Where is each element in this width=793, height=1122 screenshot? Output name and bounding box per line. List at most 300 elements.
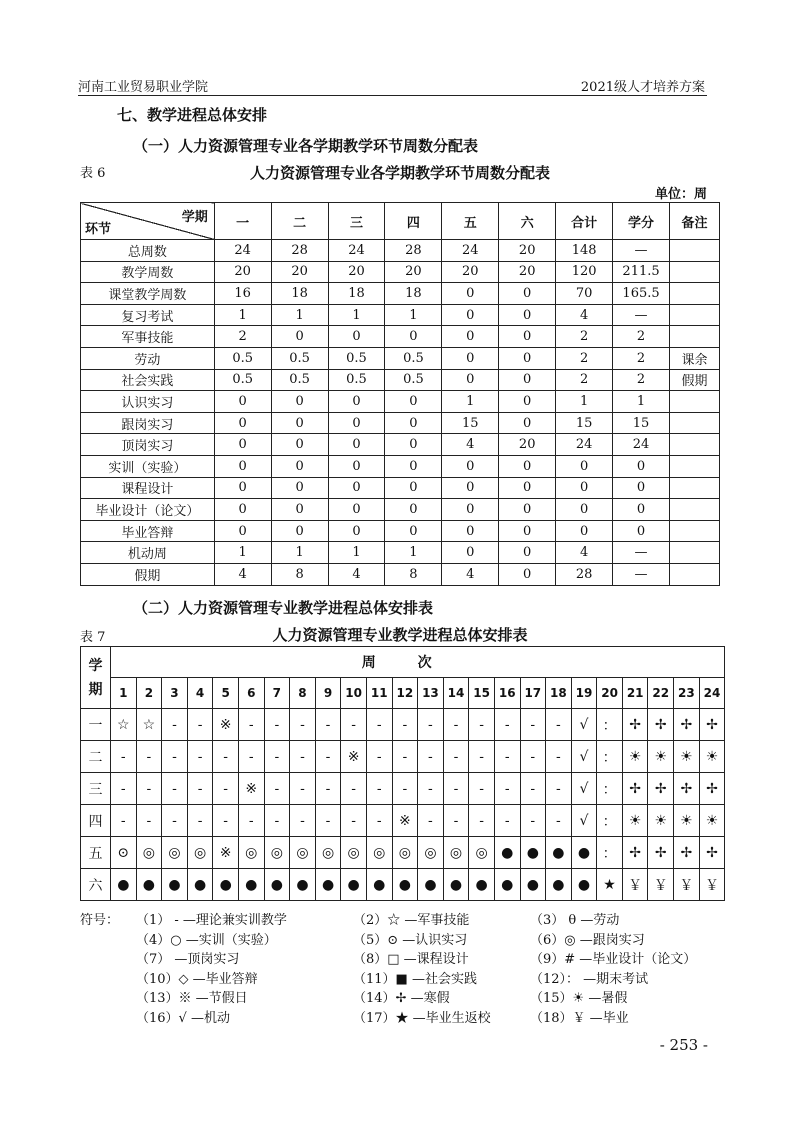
schedule-cell: √ — [571, 805, 597, 837]
table-cell: 1 — [385, 542, 442, 564]
schedule-cell: ※ — [213, 709, 239, 741]
schedule-cell: ◎ — [443, 837, 469, 869]
table-cell: 0 — [328, 520, 385, 542]
legend-item: （15）☀ —暑假 — [530, 991, 628, 1006]
table-cell: 0 — [499, 542, 556, 564]
table-cell: 24 — [442, 240, 499, 262]
table-cell — [670, 542, 720, 564]
schedule-cell: - — [418, 773, 444, 805]
schedule-cell: ◎ — [392, 837, 418, 869]
table-cell: 0 — [442, 369, 499, 391]
table-cell — [670, 499, 720, 521]
schedule-cell: - — [366, 805, 392, 837]
table-cell: 0 — [499, 455, 556, 477]
schedule-cell: ✢ — [699, 773, 725, 805]
week-number-cell: 6 — [238, 678, 264, 709]
schedule-cell: ● — [341, 869, 367, 901]
week-number-cell: 5 — [213, 678, 239, 709]
table-cell — [670, 391, 720, 413]
week-numbers-row — [81, 678, 725, 709]
header-doc-title: 2021级人才培养方案 — [580, 80, 705, 95]
table-cell: 0.5 — [328, 369, 385, 391]
table-row — [81, 542, 720, 564]
table-cell: 18 — [271, 283, 328, 305]
schedule-cell: - — [520, 773, 546, 805]
week-number-cell: 18 — [546, 678, 572, 709]
table-cell: 0 — [499, 304, 556, 326]
table-cell: 28 — [271, 240, 328, 262]
table-cell: 0 — [556, 455, 613, 477]
table-cell: 211.5 — [613, 261, 670, 283]
column-header: 三 — [328, 203, 385, 240]
table-cell: 4 — [556, 304, 613, 326]
table-cell — [670, 240, 720, 262]
schedule-cell: - — [494, 709, 520, 741]
table-cell: 16 — [214, 283, 271, 305]
table-cell: 2 — [556, 326, 613, 348]
week-number-cell: 4 — [187, 678, 213, 709]
row-label-cell: 军事技能 — [81, 326, 215, 348]
table-cell: 0 — [328, 391, 385, 413]
schedule-cell: - — [315, 773, 341, 805]
row-label-cell: 复习考试 — [81, 304, 215, 326]
table-cell: 0 — [442, 347, 499, 369]
row-label-cell: 实训（实验） — [81, 455, 215, 477]
legend-item: （4）○ —实训（实验） — [136, 932, 277, 948]
table-6-unit: 单位：周 — [654, 187, 707, 202]
table-cell: 0 — [613, 499, 670, 521]
symbol-legend — [80, 909, 720, 1026]
week-number-cell: 10 — [341, 678, 367, 709]
table-cell: 0 — [214, 434, 271, 456]
table-cell: 0 — [499, 477, 556, 499]
schedule-cell: √ — [571, 709, 597, 741]
table-row — [81, 391, 720, 413]
table-cell: 0 — [328, 434, 385, 456]
schedule-cell: - — [162, 773, 188, 805]
table-cell: 0 — [442, 499, 499, 521]
week-number-cell: 14 — [443, 678, 469, 709]
semester-label-cell: 一 — [81, 709, 111, 741]
table-row — [81, 347, 720, 369]
week-number-cell: 1 — [111, 678, 137, 709]
header-rule — [78, 95, 707, 96]
legend-row — [80, 1007, 720, 1027]
week-number-title: 周次 — [361, 655, 474, 671]
schedule-cell: ● — [392, 869, 418, 901]
legend-row — [80, 968, 720, 988]
schedule-cell: - — [366, 741, 392, 773]
schedule-cell: - — [315, 741, 341, 773]
table-cell: 20 — [214, 261, 271, 283]
schedule-cell: - — [187, 805, 213, 837]
table-cell: 120 — [556, 261, 613, 283]
table-row — [81, 304, 720, 326]
schedule-cell: ● — [520, 837, 546, 869]
schedule-cell: ✢ — [674, 837, 700, 869]
week-number-cell: 24 — [699, 678, 725, 709]
table-cell: 0 — [271, 499, 328, 521]
table-row — [81, 412, 720, 434]
schedule-cell: ● — [136, 869, 162, 901]
semester-row — [81, 869, 725, 901]
table-cell: 0 — [214, 412, 271, 434]
legend-row — [80, 987, 720, 1007]
schedule-cell: - — [418, 709, 444, 741]
schedule-cell: - — [111, 805, 137, 837]
semester-row — [81, 773, 725, 805]
schedule-cell: - — [136, 773, 162, 805]
schedule-cell: - — [162, 805, 188, 837]
schedule-cell: ✢ — [699, 837, 725, 869]
schedule-cell: ☀ — [699, 805, 725, 837]
table-cell: 24 — [556, 434, 613, 456]
semester-label-cell: 二 — [81, 741, 111, 773]
schedule-cell: - — [264, 805, 290, 837]
schedule-cell: - — [213, 773, 239, 805]
corner-segment-label: 环节 — [85, 222, 112, 237]
table-cell: 4 — [442, 434, 499, 456]
week-number-cell: 23 — [674, 678, 700, 709]
column-header: 备注 — [670, 203, 720, 240]
table-cell — [670, 283, 720, 305]
table-cell: 0 — [499, 391, 556, 413]
schedule-cell: - — [341, 709, 367, 741]
schedule-cell: - — [315, 805, 341, 837]
schedule-cell: - — [520, 741, 546, 773]
schedule-cell: ● — [238, 869, 264, 901]
semester-row — [81, 741, 725, 773]
schedule-cell: ● — [520, 869, 546, 901]
schedule-cell: ： — [597, 805, 623, 837]
corner-header-cell — [81, 203, 215, 240]
table-cell: 15 — [613, 412, 670, 434]
table-cell: 0 — [499, 520, 556, 542]
table-cell: — — [613, 240, 670, 262]
schedule-cell: ： — [597, 773, 623, 805]
week-number-cell: 13 — [418, 678, 444, 709]
schedule-cell: - — [494, 805, 520, 837]
legend-lead: 符号： — [80, 913, 120, 928]
row-label-cell: 总周数 — [81, 240, 215, 262]
table-cell: 1 — [271, 304, 328, 326]
table-cell: 课余 — [670, 347, 720, 369]
legend-item: （12）： —期末考试 — [530, 971, 649, 987]
schedule-cell: ✢ — [648, 709, 674, 741]
table-cell: 1 — [214, 304, 271, 326]
schedule-cell: - — [469, 773, 495, 805]
table-cell — [670, 477, 720, 499]
table-cell: 0 — [385, 477, 442, 499]
semester-header-cell — [81, 647, 111, 709]
table-cell: 0 — [328, 477, 385, 499]
schedule-cell: - — [238, 709, 264, 741]
row-label-cell: 毕业答辩 — [81, 520, 215, 542]
table-cell: 0 — [613, 520, 670, 542]
schedule-cell: ● — [111, 869, 137, 901]
table-cell: 0 — [271, 434, 328, 456]
schedule-cell: ￥ — [699, 869, 725, 901]
table-cell: 0 — [328, 412, 385, 434]
table-cell: 0 — [613, 455, 670, 477]
table-cell: 4 — [328, 563, 385, 585]
schedule-cell: - — [136, 741, 162, 773]
schedule-cell: - — [111, 741, 137, 773]
schedule-cell: ◎ — [341, 837, 367, 869]
table-cell: 20 — [271, 261, 328, 283]
legend-item: （10）◇ —毕业答辩 — [136, 971, 258, 987]
semester-row — [81, 805, 725, 837]
column-header: 学分 — [613, 203, 670, 240]
table-cell: 0 — [442, 455, 499, 477]
week-number-cell: 22 — [648, 678, 674, 709]
schedule-cell: ● — [571, 837, 597, 869]
table-row — [81, 261, 720, 283]
schedule-cell: - — [290, 741, 316, 773]
schedule-cell: ● — [546, 837, 572, 869]
table-row — [81, 326, 720, 348]
table-cell: 0 — [442, 283, 499, 305]
table-cell: 1 — [556, 391, 613, 413]
table-cell: 0.5 — [271, 369, 328, 391]
table-cell — [670, 520, 720, 542]
row-label-cell: 劳动 — [81, 347, 215, 369]
legend-row — [80, 948, 720, 968]
legend-item: （8）□ —课程设计 — [353, 952, 469, 967]
schedule-cell: - — [546, 805, 572, 837]
table-cell: 148 — [556, 240, 613, 262]
semester-label-cell: 三 — [81, 773, 111, 805]
table-6-caption: 人力资源管理专业各学期教学环节周数分配表 — [249, 164, 550, 182]
row-label-cell: 认识实习 — [81, 391, 215, 413]
table-cell: 0 — [214, 477, 271, 499]
row-label-cell: 社会实践 — [81, 369, 215, 391]
schedule-cell: - — [264, 741, 290, 773]
table-cell: — — [613, 542, 670, 564]
table-cell — [670, 412, 720, 434]
table-cell: 1 — [613, 391, 670, 413]
table-cell: — — [613, 304, 670, 326]
schedule-cell: ✢ — [648, 773, 674, 805]
schedule-cell: ※ — [213, 837, 239, 869]
schedule-cell: - — [443, 741, 469, 773]
table-cell: 1 — [328, 304, 385, 326]
table-cell: 0 — [613, 477, 670, 499]
schedule-cell: - — [213, 741, 239, 773]
table-cell: 0 — [214, 455, 271, 477]
schedule-cell: ◎ — [187, 837, 213, 869]
schedule-cell: - — [546, 741, 572, 773]
schedule-cell: √ — [571, 773, 597, 805]
table-cell — [670, 304, 720, 326]
schedule-cell: - — [392, 709, 418, 741]
schedule-cell: - — [290, 805, 316, 837]
table-cell: 20 — [328, 261, 385, 283]
schedule-cell: - — [418, 805, 444, 837]
schedule-cell: - — [469, 741, 495, 773]
schedule-cell: - — [443, 773, 469, 805]
row-label-cell: 课堂教学周数 — [81, 283, 215, 305]
week-number-cell: 2 — [136, 678, 162, 709]
table-cell: 8 — [385, 563, 442, 585]
schedule-cell: - — [520, 805, 546, 837]
row-label-cell: 课程设计 — [81, 477, 215, 499]
week-number-cell: 3 — [162, 678, 188, 709]
table-cell: 0 — [271, 326, 328, 348]
schedule-cell: ● — [571, 869, 597, 901]
schedule-cell: ✢ — [699, 709, 725, 741]
header-school: 河南工业贸易职业学院 — [78, 80, 209, 95]
schedule-cell: ✢ — [622, 709, 648, 741]
table-row — [81, 240, 720, 262]
week-number-cell: 21 — [622, 678, 648, 709]
table-cell: 0 — [499, 326, 556, 348]
table-cell: 0 — [442, 326, 499, 348]
table-cell: 0 — [385, 412, 442, 434]
table-row — [81, 283, 720, 305]
table-cell: 2 — [556, 369, 613, 391]
page-number: - 253 - — [659, 1036, 708, 1054]
teaching-schedule-table — [80, 646, 725, 901]
table-cell: 0 — [385, 391, 442, 413]
table-row — [81, 455, 720, 477]
schedule-cell: ● — [418, 869, 444, 901]
semester-row — [81, 837, 725, 869]
table-cell: 2 — [214, 326, 271, 348]
schedule-cell: ◎ — [162, 837, 188, 869]
schedule-cell: ☀ — [674, 741, 700, 773]
legend-item: （7） —顶岗实习 — [136, 952, 240, 967]
table-cell: 2 — [556, 347, 613, 369]
table-cell: 0 — [328, 326, 385, 348]
schedule-cell: ◎ — [469, 837, 495, 869]
table-cell: 0 — [385, 499, 442, 521]
table-cell: 1 — [385, 304, 442, 326]
schedule-cell: - — [238, 805, 264, 837]
table-cell: 0 — [328, 499, 385, 521]
semester-label-cell: 六 — [81, 869, 111, 901]
table-cell: 0 — [499, 369, 556, 391]
schedule-cell: - — [443, 805, 469, 837]
schedule-cell: ● — [366, 869, 392, 901]
table-cell: 0.5 — [328, 347, 385, 369]
table-7-caption: 人力资源管理专业教学进程总体安排表 — [272, 626, 528, 644]
week-number-cell: 12 — [392, 678, 418, 709]
schedule-cell: ● — [264, 869, 290, 901]
schedule-cell: ● — [469, 869, 495, 901]
schedule-cell: ￥ — [674, 869, 700, 901]
table-cell: 0 — [499, 499, 556, 521]
table-cell — [670, 563, 720, 585]
schedule-cell: - — [366, 709, 392, 741]
corner-semester-label: 学期 — [181, 210, 208, 225]
table-cell: 0 — [271, 391, 328, 413]
row-label-cell: 假期 — [81, 563, 215, 585]
legend-item: （5）⊙ —认识实习 — [353, 932, 468, 948]
week-number-cell: 9 — [315, 678, 341, 709]
table-cell: 20 — [385, 261, 442, 283]
table-cell: 0 — [499, 563, 556, 585]
schedule-cell: ● — [546, 869, 572, 901]
table-cell: 2 — [613, 369, 670, 391]
table-cell: 假期 — [670, 369, 720, 391]
legend-item: （3） θ —劳动 — [530, 913, 620, 928]
schedule-cell: - — [546, 709, 572, 741]
schedule-cell: ● — [443, 869, 469, 901]
schedule-cell: ◎ — [315, 837, 341, 869]
table-cell: 4 — [556, 542, 613, 564]
table-cell: 0.5 — [385, 347, 442, 369]
legend-item: （6）◎ —跟岗实习 — [530, 932, 645, 948]
table-cell: 0 — [385, 434, 442, 456]
semester-label-cell: 四 — [81, 805, 111, 837]
column-header: 四 — [385, 203, 442, 240]
column-header: 二 — [271, 203, 328, 240]
semester-label-cell: 五 — [81, 837, 111, 869]
schedule-cell: ☀ — [674, 805, 700, 837]
schedule-cell: - — [238, 741, 264, 773]
schedule-cell: - — [341, 805, 367, 837]
legend-item: （17）★ —毕业生返校 — [353, 1010, 491, 1026]
schedule-cell: - — [162, 741, 188, 773]
schedule-cell: - — [213, 805, 239, 837]
table-cell: 24 — [613, 434, 670, 456]
schedule-cell: ￥ — [622, 869, 648, 901]
schedule-cell: ✢ — [622, 837, 648, 869]
week-number-cell: 8 — [290, 678, 316, 709]
table-header-row — [81, 203, 720, 240]
schedule-cell: ✢ — [674, 709, 700, 741]
table-cell: 28 — [385, 240, 442, 262]
table-row — [81, 434, 720, 456]
schedule-cell: ☀ — [648, 805, 674, 837]
table-row — [81, 520, 720, 542]
semester-header-label: 学 期 — [88, 657, 103, 698]
table-cell: 0 — [271, 520, 328, 542]
table-cell: 0 — [442, 477, 499, 499]
schedule-cell: - — [546, 773, 572, 805]
semester-row — [81, 709, 725, 741]
table-7-label: 表 7 — [80, 630, 106, 645]
schedule-cell: ◎ — [264, 837, 290, 869]
column-header: 五 — [442, 203, 499, 240]
column-header: 一 — [214, 203, 271, 240]
week-number-cell: 11 — [366, 678, 392, 709]
table-row — [81, 499, 720, 521]
schedule-cell: ※ — [392, 805, 418, 837]
table-cell: 15 — [556, 412, 613, 434]
schedule-cell: ☆ — [111, 709, 137, 741]
table-cell: 0 — [556, 499, 613, 521]
table-cell: 0 — [385, 520, 442, 542]
schedule-cell: ◎ — [290, 837, 316, 869]
table-cell: 0.5 — [214, 347, 271, 369]
schedule-cell: ◎ — [366, 837, 392, 869]
subsection-title-1: （一）人力资源管理专业各学期教学环节周数分配表 — [133, 137, 479, 155]
schedule-cell: - — [341, 773, 367, 805]
schedule-cell: - — [469, 709, 495, 741]
schedule-cell: ● — [213, 869, 239, 901]
legend-item: （18）￥ —毕业 — [530, 1010, 629, 1026]
schedule-cell: - — [111, 773, 137, 805]
table-cell: 0 — [385, 326, 442, 348]
table-cell: 0 — [499, 283, 556, 305]
schedule-cell: - — [392, 773, 418, 805]
table-cell: 28 — [556, 563, 613, 585]
schedule-cell: - — [290, 709, 316, 741]
table-cell — [670, 434, 720, 456]
schedule-cell: ● — [162, 869, 188, 901]
